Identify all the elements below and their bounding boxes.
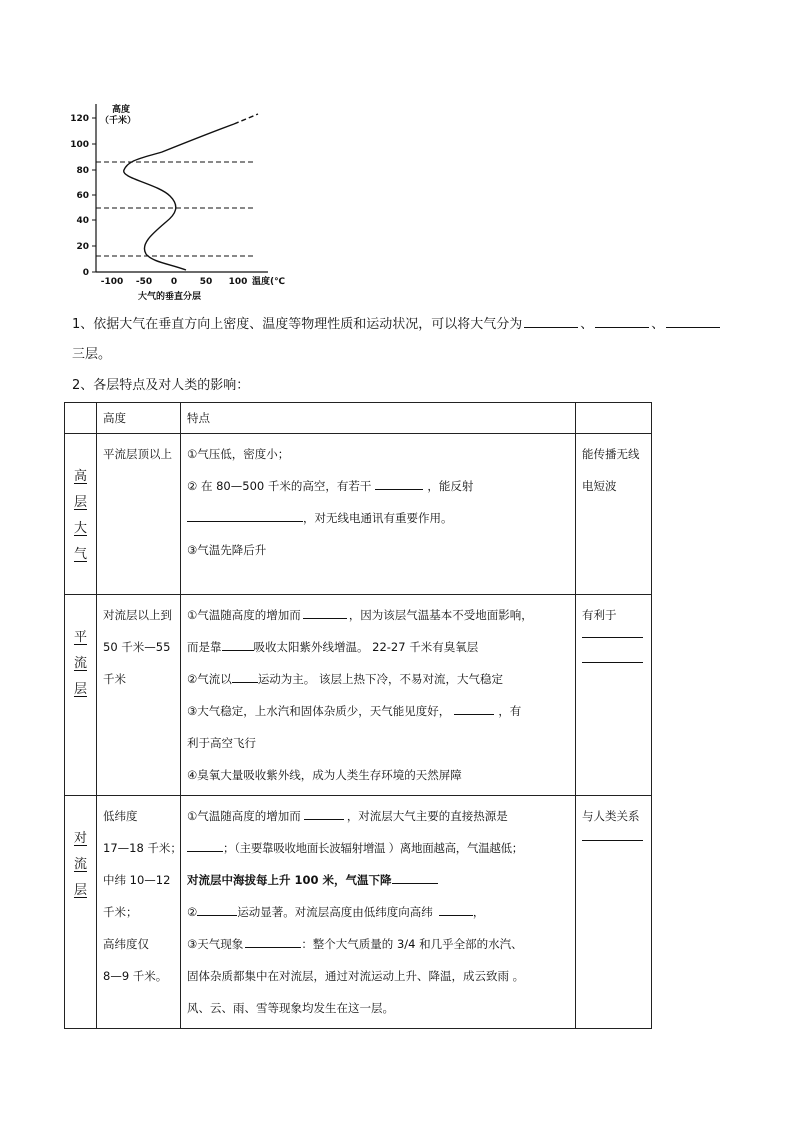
answer-blank[interactable] xyxy=(187,838,223,852)
figure-caption: 大气的垂直分层 xyxy=(138,292,202,302)
answer-blank[interactable] xyxy=(582,631,643,638)
strato-impact-cell: 有利于 xyxy=(576,595,652,796)
y-tick-100: 100 xyxy=(70,140,89,150)
temperature-curve xyxy=(124,124,234,270)
answer-blank[interactable] xyxy=(454,701,494,715)
row-stratosphere xyxy=(65,595,652,796)
y-tick-60: 60 xyxy=(76,191,89,201)
y-axis-title-1: 高度 xyxy=(112,105,131,115)
high-impact-cell: 能传播无线电短波 xyxy=(576,434,652,595)
answer-blank[interactable] xyxy=(245,934,301,948)
answer-blank[interactable] xyxy=(232,669,258,683)
row-troposphere xyxy=(65,796,652,1029)
y-tick-20: 20 xyxy=(76,242,89,252)
separator: 、 xyxy=(580,317,594,332)
answer-blank[interactable] xyxy=(582,832,643,841)
answer-blank-3[interactable] xyxy=(666,313,720,328)
header-impact xyxy=(576,403,652,434)
table-header-row xyxy=(65,403,652,434)
temperature-curve-extension xyxy=(234,114,258,124)
question-1-text: 1、依据大气在垂直方向上密度、温度等物理性质和运动状况，可以将大气分为 xyxy=(72,317,523,332)
y-tick-0: 0 xyxy=(82,268,89,278)
answer-blank[interactable] xyxy=(439,902,473,916)
x-axis-unit: 温度(℃ xyxy=(252,277,286,287)
row-high-atmosphere xyxy=(65,434,652,595)
x-tick-50: 50 xyxy=(199,277,213,287)
y-axis-title-2: （千米） xyxy=(100,116,137,126)
answer-blank[interactable] xyxy=(375,476,423,490)
layer-name-stratosphere: 平 流 层 xyxy=(65,595,97,796)
high-feature-cell: ①气压低，密度小； ② 在 80—500 千米的高空，有若干 ，能反射 ，对无线电通讯有重要作用。 ③气温先降后升 xyxy=(181,434,576,595)
tropo-impact-cell: 与人类关系 xyxy=(576,796,652,1029)
tropo-height-cell: 低纬度 17—18 千米； 中纬 10—12 千米； 高纬度仅 8—9 千米。 xyxy=(97,796,181,1029)
answer-blank[interactable] xyxy=(392,870,438,884)
answer-blank[interactable] xyxy=(222,637,254,651)
y-tick-120: 120 xyxy=(70,114,89,124)
layer-name-troposphere: 对 流 层 xyxy=(65,796,97,1029)
header-feature: 特点 xyxy=(181,403,576,434)
x-tick-0: 0 xyxy=(170,277,178,287)
x-tick--50: -50 xyxy=(135,277,153,287)
answer-blank[interactable] xyxy=(582,638,643,663)
answer-blank[interactable] xyxy=(303,605,347,619)
question-2: 2、各层特点及对人类的影响： xyxy=(72,378,250,393)
x-tick--100: -100 xyxy=(100,277,124,287)
separator: 、 xyxy=(651,317,665,332)
y-tick-40: 40 xyxy=(76,216,89,226)
header-height: 高度 xyxy=(97,403,181,434)
atmosphere-vertical-structure-figure xyxy=(62,94,302,306)
question-1 xyxy=(72,310,732,370)
layer-name-high-atmosphere: 高 层 大 气 xyxy=(65,434,97,595)
answer-blank[interactable] xyxy=(197,902,237,916)
header-blank xyxy=(65,403,97,434)
question-1-tail: 三层。 xyxy=(72,347,112,362)
answer-blank-2[interactable] xyxy=(595,313,649,328)
answer-blank-1[interactable] xyxy=(524,313,578,328)
answer-blank[interactable] xyxy=(187,508,303,522)
high-height-cell: 平流层顶以上 xyxy=(97,434,181,595)
y-tick-80: 80 xyxy=(76,166,89,176)
tropo-feature-cell: ①气温随高度的增加而 ，对流层大气主要的直接热源是 ；（主要靠吸收地面长波辐射增温 ）离地面越高，气温越低； 对流层中海拔每上升 100 米，气温下降 ② 运动显著。对流层高度由低纬度向高纬 ， ③天气现象 ：整个大气质量的 3/4 和几乎全部的水汽、 固体杂质都集中在对流层，通过对流运动上升、降温，成云致雨 。 风、云、雨、雪等现象均发生在这一层。 xyxy=(181,796,576,1029)
answer-blank[interactable] xyxy=(304,806,344,820)
x-tick-100: 100 xyxy=(228,277,248,287)
strato-height-cell: 对流层以上到 50 千米—55 千米 xyxy=(97,595,181,796)
atmosphere-layers-table xyxy=(64,402,652,1029)
strato-feature-cell: ①气温随高度的增加而 ，因为该层气温基本不受地面影响， 而是靠 吸收太阳紫外线增温。 22-27 千米有臭氧层 ②气流以 运动为主。 该层上热下冷，不易对流，大气稳定 ③大气稳定，上水汽和固体杂质少，天气能见度好， ，有 利于高空飞行 ④臭氧大量吸收紫外线，成为人类生存环境的天然屏障 xyxy=(181,595,576,796)
